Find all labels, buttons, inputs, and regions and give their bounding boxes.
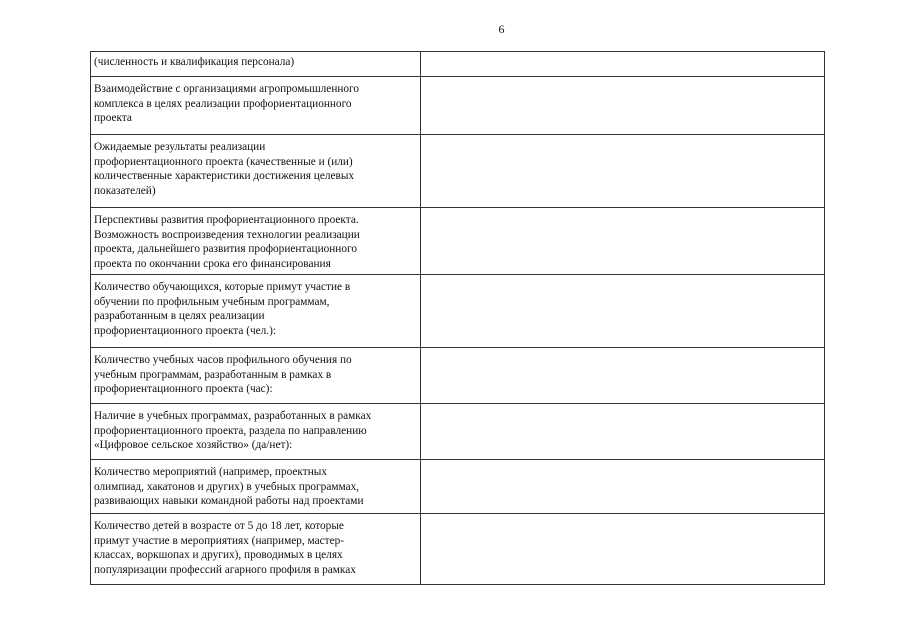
row-value-cell[interactable] [421, 77, 825, 135]
row-label: (численность и квалификация персонала) [94, 56, 295, 68]
table-row [91, 208, 825, 275]
table-row [91, 135, 825, 208]
row-value-cell[interactable] [421, 348, 825, 404]
row-value-cell[interactable] [421, 208, 825, 275]
row-label: Наличие в учебных программах, разработанных в рамках профориентационного проекта, раздела по направлению «Цифровое сельское хозяйство» (да/нет): [94, 410, 372, 452]
row-label-cell [91, 135, 421, 208]
row-value-cell[interactable] [421, 460, 825, 514]
row-value-cell[interactable] [421, 52, 825, 77]
row-label: Количество обучающихся, которые примут участие в обучении по профильным учебным программам, разработанным в целях реализации профориентационного проекта (чел.): [94, 281, 351, 337]
table-row [91, 77, 825, 135]
row-label-cell [91, 275, 421, 348]
row-label: Перспективы развития профориентационного проекта. Возможность воспроизведения технологии реализации проекта, дальнейшего развития профориентационного проекта по окончании срока его финансирования [94, 214, 360, 270]
row-label-cell [91, 460, 421, 514]
row-value-cell[interactable] [421, 514, 825, 585]
form-table [90, 51, 825, 585]
row-label: Ожидаемые результаты реализации профориентационного проекта (качественные и (или) количественные характеристики достижения целевых показателей) [94, 141, 355, 197]
row-label-cell [91, 514, 421, 585]
row-value-cell[interactable] [421, 135, 825, 208]
table-row [91, 404, 825, 460]
row-label-cell [91, 208, 421, 275]
row-label-cell [91, 348, 421, 404]
row-value-cell[interactable] [421, 275, 825, 348]
table-row [91, 275, 825, 348]
row-label-cell [91, 77, 421, 135]
table-row [91, 52, 825, 77]
table-row [91, 514, 825, 585]
table-row [91, 348, 825, 404]
row-label: Количество учебных часов профильного обучения по учебным программам, разработанным в рамках в профориентационного проекта (час): [94, 354, 352, 396]
table-row [91, 460, 825, 514]
page-number: 6 [498, 22, 505, 36]
row-label: Взаимодействие с организациями агропромышленного комплекса в целях реализации профориентационного проекта [94, 83, 360, 125]
row-label: Количество мероприятий (например, проектных олимпиад, хакатонов и других) в учебных программах, развивающих навыки командной работы над проектами [94, 466, 364, 508]
row-label-cell [91, 404, 421, 460]
row-label-cell [91, 52, 421, 77]
row-value-cell[interactable] [421, 404, 825, 460]
row-label: Количество детей в возрасте от 5 до 18 лет, которые примут участие в мероприятиях (например, мастер- классах, воркшопах и других), проводимых в целях популяризации профессий агарного профиля в рамках [94, 520, 356, 576]
